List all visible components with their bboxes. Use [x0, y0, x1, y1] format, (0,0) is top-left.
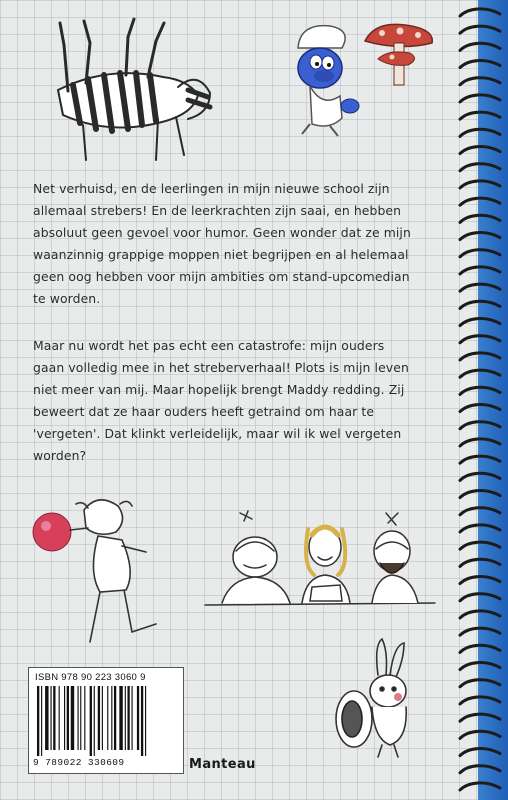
spiral-coil — [460, 164, 500, 171]
classroom-characters-drawing — [200, 505, 440, 617]
barcode-number: 9 789022 330609 — [33, 757, 125, 768]
zebra-drawing — [38, 15, 218, 165]
spiral-binding — [456, 4, 504, 800]
spiral-coil — [460, 43, 500, 50]
barcode-bar — [90, 686, 92, 756]
spiral-coil — [460, 198, 500, 205]
spiral-coil — [460, 78, 500, 85]
barcode-bar — [94, 686, 95, 756]
barcode-bar — [125, 686, 126, 750]
girl-bubblegum-drawing — [28, 492, 173, 657]
spiral-coil — [460, 284, 500, 291]
barcode-bar — [51, 686, 52, 750]
spiral-coil — [460, 181, 500, 188]
barcode-bar — [67, 686, 69, 750]
barcode-bar — [132, 686, 133, 750]
barcode-panel — [28, 667, 184, 774]
barcode-bar — [41, 686, 42, 756]
spiral-coil — [460, 319, 500, 326]
barcode-bar — [45, 686, 48, 750]
spiral-coil — [460, 336, 500, 343]
barcode-bar — [53, 686, 55, 750]
spiral-coil — [460, 215, 500, 222]
isbn-label: ISBN 978 90 223 3060 9 — [35, 672, 146, 683]
spiral-coil — [460, 267, 500, 274]
barcode-bar — [102, 686, 103, 750]
spiral-coil — [460, 731, 500, 738]
spiral-coil — [460, 663, 500, 670]
spiral-coil — [460, 26, 500, 33]
spiral-coil — [460, 95, 500, 102]
spiral-coil — [460, 508, 500, 515]
spiral-coil — [460, 749, 500, 756]
spiral-coil — [460, 250, 500, 257]
spiral-coil — [460, 422, 500, 429]
barcode-bar — [127, 686, 129, 750]
spiral-coil — [460, 680, 500, 687]
barcode-bar — [145, 686, 146, 756]
barcode-bar — [71, 686, 74, 750]
spiral-coil — [460, 9, 500, 16]
barcode-bar — [111, 686, 112, 750]
spiral-coil — [460, 697, 500, 704]
barcode-bar — [80, 686, 81, 750]
barcode-bar — [119, 686, 122, 750]
spiral-coil — [460, 473, 500, 480]
spiral-coil — [460, 525, 500, 532]
spiral-coil — [460, 628, 500, 635]
spiral-coil — [460, 577, 500, 584]
rabbit-drawing — [330, 635, 420, 760]
barcode-bar — [78, 686, 79, 750]
spiral-coil — [460, 301, 500, 308]
spiral-coil — [460, 766, 500, 773]
barcode-bar — [37, 686, 39, 756]
spiral-coil — [460, 370, 500, 377]
barcode-bar — [137, 686, 139, 750]
barcode-bar — [64, 686, 65, 750]
spiral-coil — [460, 387, 500, 394]
spiral-coil — [460, 542, 500, 549]
mushrooms-drawing — [360, 15, 440, 95]
spiral-coil — [460, 61, 500, 68]
barcode-bar — [84, 686, 85, 750]
spiral-coil — [460, 353, 500, 360]
blue-character-drawing — [280, 18, 370, 138]
spiral-coil — [460, 559, 500, 566]
spiral-coil — [460, 783, 500, 790]
blurb-paragraph-1: Net verhuisd, en de leerlingen in mijn nieuwe school zijn allemaal strebers! En de leerkrachten zijn saai, en hebben absoluut geen gevoel voor humor. Geen wonder dat ze mijn waanzinnig grappige moppen niet begrijpen en al helemaal geen oog hebben voor mijn ambities om stand-upcomedian te worden. — [33, 181, 411, 306]
spiral-coil — [460, 611, 500, 618]
spiral-coil — [460, 233, 500, 240]
barcode-bar — [114, 686, 116, 750]
barcode-graphic — [35, 686, 177, 756]
spiral-coil — [460, 439, 500, 446]
publisher-logo: Manteau — [189, 757, 256, 772]
spiral-coil — [460, 129, 500, 136]
spiral-coil — [460, 405, 500, 412]
spiral-coil — [460, 456, 500, 463]
barcode-bar — [98, 686, 100, 750]
spiral-coil — [460, 491, 500, 498]
barcode-bar — [59, 686, 60, 750]
barcode-bar — [107, 686, 108, 750]
barcode-bar — [141, 686, 143, 756]
spiral-coil — [460, 147, 500, 154]
spiral-coil — [460, 594, 500, 601]
spiral-coil — [460, 112, 500, 119]
spiral-coil — [460, 714, 500, 721]
spiral-coil — [460, 645, 500, 652]
blurb-paragraph-2: Maar nu wordt het pas echt een catastrofe: mijn ouders gaan volledig mee in het streberverhaal! Plots is mijn leven niet meer van mij. Maar hopelijk brengt Maddy redding. Zij beweert dat ze haar ouders heeft getraind om haar te 'vergeten'. Dat klinkt verleidelijk, maar wil ik wel vergeten worden? — [33, 338, 409, 463]
